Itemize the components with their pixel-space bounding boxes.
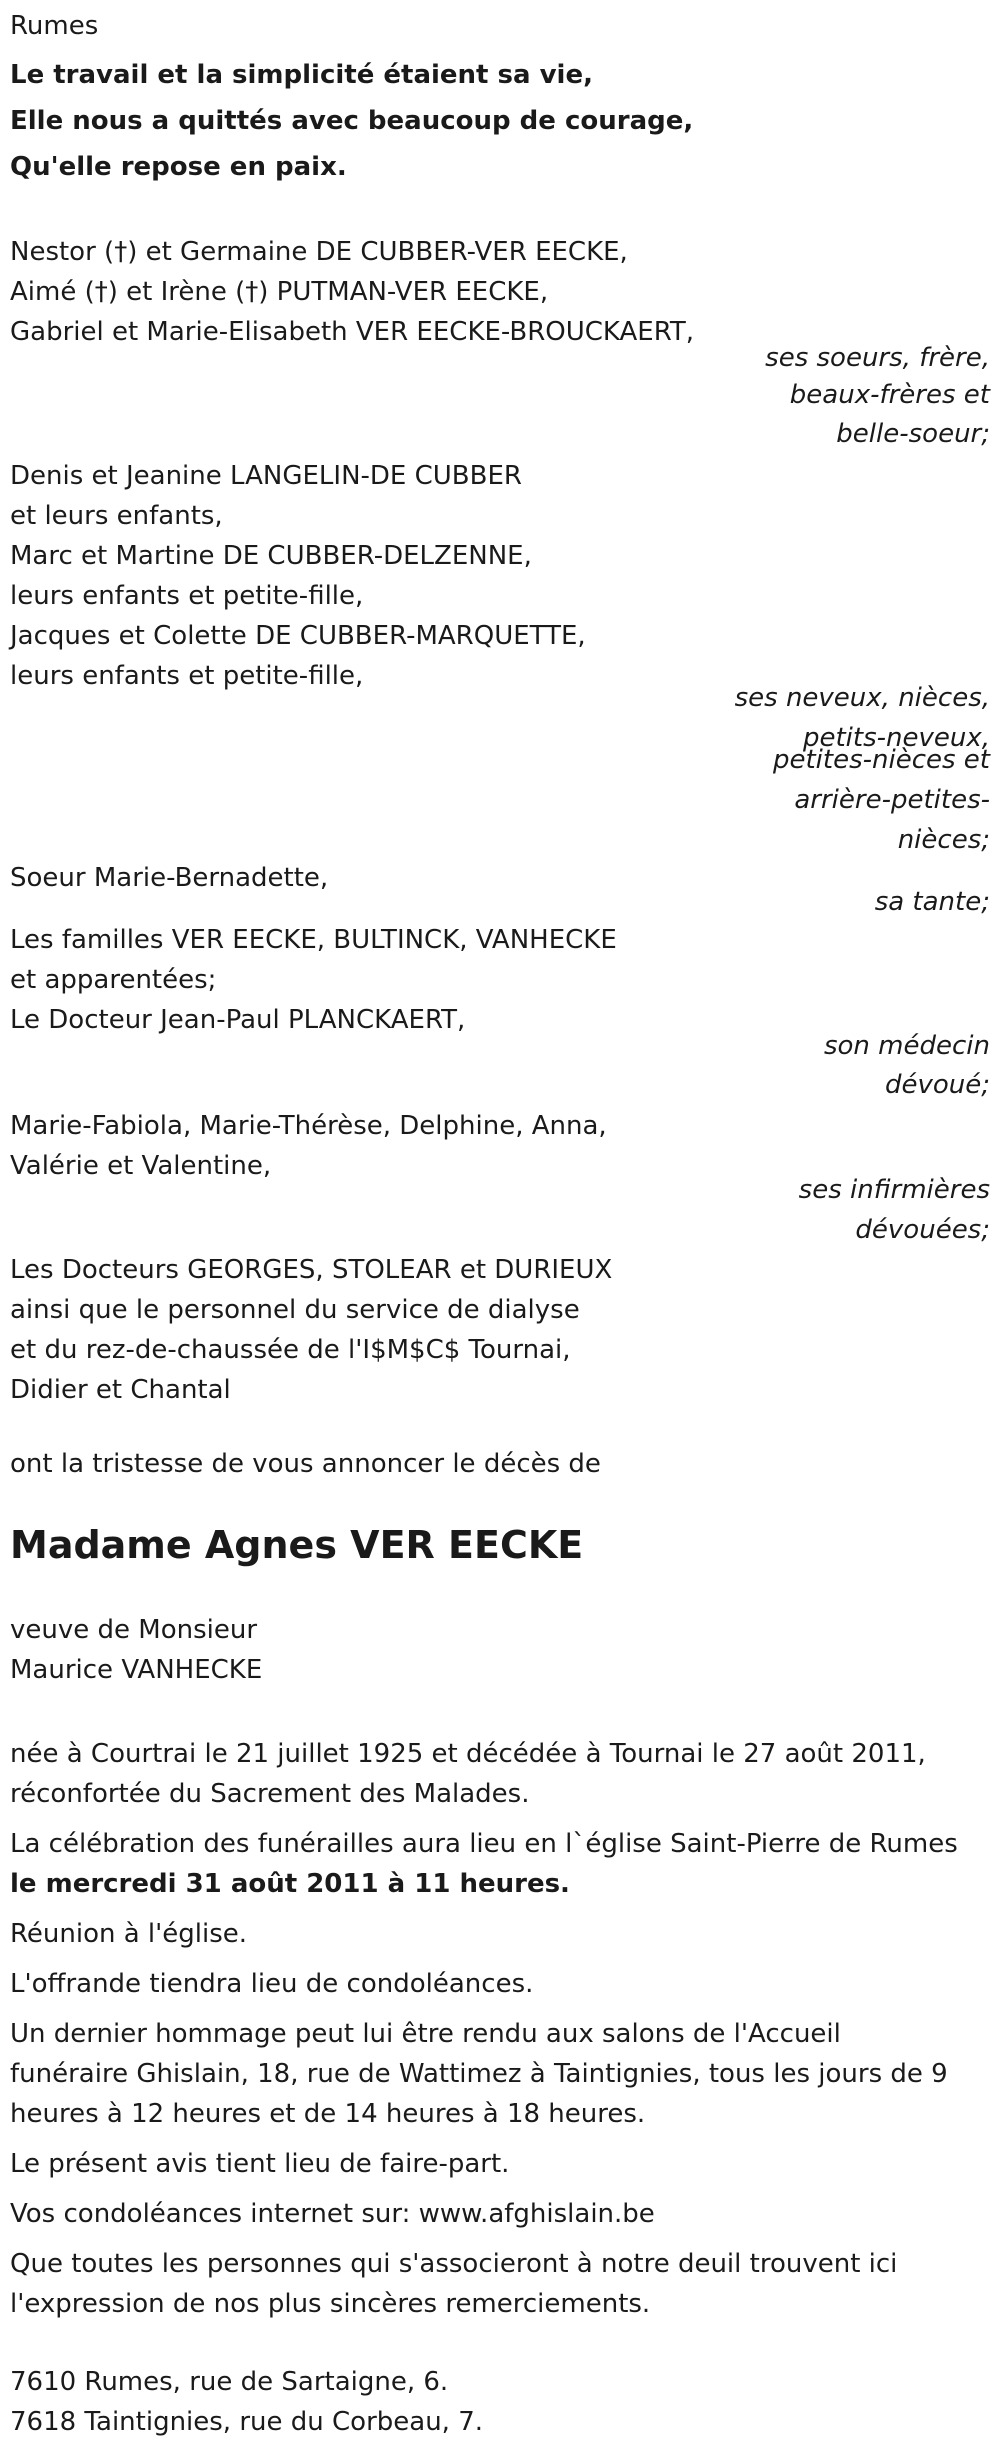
relation-label: beaux-frères et (789, 380, 990, 410)
relation-label: nièces; (897, 825, 990, 855)
family-name: Le Docteur Jean-Paul PLANCKAERT, (10, 1005, 466, 1035)
family-name: Valérie et Valentine, (10, 1151, 272, 1181)
relation-label: sa tante; (874, 887, 990, 917)
relation-label: petits-neveux, (802, 723, 990, 753)
announcement-text: ont la tristesse de vous annoncer le décès de (10, 1449, 601, 1479)
relation-label: arrière-petites- (794, 785, 990, 815)
family-name: et apparentées; (10, 965, 217, 995)
relation-label: son médecin (823, 1031, 990, 1061)
homage-text: heures à 12 heures et de 14 heures à 18 heures. (10, 2099, 646, 2129)
relation-label: dévouées; (855, 1215, 990, 1245)
relation-label: belle-soeur; (836, 419, 990, 449)
verse-line: Qu'elle repose en paix. (10, 152, 347, 182)
family-name: Les familles VER EECKE, BULTINCK, VANHECKE (10, 925, 617, 955)
family-name: leurs enfants et petite-fille, (10, 581, 364, 611)
family-name: Denis et Jeanine LANGELIN-DE CUBBER (10, 461, 522, 491)
family-name: Soeur Marie-Bernadette, (10, 863, 329, 893)
deceased-name: Madame Agnes VER EECKE (10, 1523, 584, 1567)
family-name: Marie-Fabiola, Marie-Thérèse, Delphine, Anna, (10, 1111, 607, 1141)
verse-line: Le travail et la simplicité étaient sa vie, (10, 60, 593, 90)
family-name: et du rez-de-chaussée de l'I$M$C$ Tournai, (10, 1335, 571, 1365)
condolences-text: Vos condoléances internet sur: www.afghislain.be (10, 2199, 655, 2229)
homage-text: Un dernier hommage peut lui être rendu aux salons de l'Accueil (10, 2019, 841, 2049)
family-name: Jacques et Colette DE CUBBER-MARQUETTE, (10, 621, 586, 651)
relation-label: dévoué; (884, 1070, 990, 1100)
family-name: Nestor (†) et Germaine DE CUBBER-VER EECKE, (10, 237, 628, 267)
family-name: Les Docteurs GEORGES, STOLEAR et DURIEUX (10, 1255, 613, 1285)
relation-label: petites-nièces et (772, 745, 990, 775)
verse-line: Elle nous a quittés avec beaucoup de courage, (10, 106, 694, 136)
family-name: ainsi que le personnel du service de dialyse (10, 1295, 580, 1325)
relation-label: ses neveux, nièces, (734, 683, 990, 713)
address-line: 7618 Taintignies, rue du Corbeau, 7. (10, 2407, 484, 2437)
spouse-line: veuve de Monsieur (10, 1615, 258, 1645)
family-name: Didier et Chantal (10, 1375, 231, 1405)
family-name: et leurs enfants, (10, 501, 223, 531)
birth-death-details: réconfortée du Sacrement des Malades. (10, 1779, 530, 1809)
thanks-text: Que toutes les personnes qui s'associeront à notre deuil trouvent ici (10, 2249, 898, 2279)
family-name: leurs enfants et petite-fille, (10, 661, 364, 691)
spouse-line: Maurice VANHECKE (10, 1655, 263, 1685)
place-label: Rumes (10, 11, 99, 41)
address-line: 7610 Rumes, rue de Sartaigne, 6. (10, 2367, 449, 2397)
offering-text: L'offrande tiendra lieu de condoléances. (10, 1969, 534, 1999)
homage-text: funéraire Ghislain, 18, rue de Wattimez à Taintignies, tous les jours de 9 (10, 2059, 948, 2089)
birth-death-details: née à Courtrai le 21 juillet 1925 et décédée à Tournai le 27 août 2011, (10, 1739, 926, 1769)
relation-label: ses infirmières (798, 1175, 990, 1205)
family-name: Marc et Martine DE CUBBER-DELZENNE, (10, 541, 532, 571)
family-name: Aimé (†) et Irène (†) PUTMAN-VER EECKE, (10, 277, 549, 307)
notice-text: Le présent avis tient lieu de faire-part. (10, 2149, 510, 2179)
funeral-text: La célébration des funérailles aura lieu en l`église Saint-Pierre de Rumes (10, 1829, 958, 1859)
thanks-text: l'expression de nos plus sincères remerciements. (10, 2289, 651, 2319)
relation-label: ses soeurs, frère, (765, 343, 990, 373)
meeting-text: Réunion à l'église. (10, 1919, 248, 1949)
funeral-date: le mercredi 31 août 2011 à 11 heures. (10, 1869, 570, 1899)
family-name: Gabriel et Marie-Elisabeth VER EECKE-BROUCKAERT, (10, 317, 695, 347)
